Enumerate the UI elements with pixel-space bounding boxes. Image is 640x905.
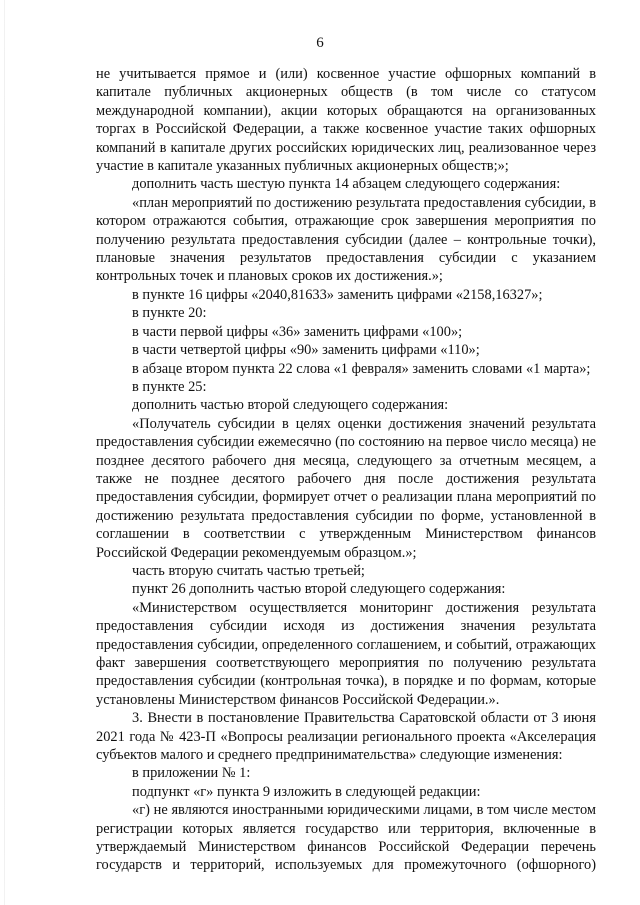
paragraph: «г) не являются иностранными юридическими лицами, в том числе местом регистрации которых является государство или территория, включенные в утверждаемый Министерством финансов Российской Федерации перечень государств и территорий, используемых для промежуточного (офшорного) — [96, 802, 596, 874]
document-body — [96, 65, 596, 875]
paragraph: дополнить частью второй следующего содержания: — [132, 397, 449, 414]
paragraph: не учитывается прямое и (или) косвенное участие офшорных компаний в капитале публичных акционерных обществ (в том числе со статусом международной компании), акции которых обращаются на организованных торгах в Российской Федерации, а также косвенное участие таких офшорных компаний в капитале других российских юридических лиц, реализованное через участие в капитале указанных публичных акционерных обществ;»; — [96, 66, 596, 175]
paragraph: в пункте 20: — [132, 305, 207, 322]
paragraph: в пункте 16 цифры «2040,81633» заменить цифрами «2158,16327»; — [132, 286, 543, 303]
paragraph: пункт 26 дополнить частью второй следующего содержания: — [132, 581, 506, 598]
paragraph: в приложении № 1: — [132, 765, 251, 782]
paragraph: часть вторую считать частью третьей; — [132, 562, 365, 579]
page-number: 6 — [316, 35, 324, 51]
paragraph: в абзаце втором пункта 22 слова «1 февраля» заменить словами «1 марта»; — [132, 360, 591, 377]
paragraph: в пункте 25: — [132, 378, 207, 395]
paragraph: «Получатель субсидии в целях оценки достижения значений результата предоставления субсидии ежемесячно (по состоянию на первое число месяца) не позднее десятого рабочего дня месяца, следующего за отчетным месяцем, а также не позднее десятого рабочего дня после достижения результата предоставления субсидии, формирует отчет о реализации плана мероприятий по достижению результата предоставления субсидии по форме, установленной в соглашении в соответствии с утвержденным Министерством финансов Российской Федерации рекомендуемым образцом.»; — [96, 415, 596, 561]
paragraph: 3. Внести в постановление Правительства Саратовской области от 3 июня 2021 года № 423-П «Вопросы реализации регионального проекта «Акселерация субъектов малого и среднего предпринимательства» следующие изменения: — [96, 710, 596, 764]
paragraph: «план мероприятий по достижению результата предоставления субсидии, в котором отражаются события, отражающие срок завершения мероприятия по получению результата предоставления субсидии (далее – контрольные точки), плановые значения результатов предоставления субсидии с указанием контрольных точек и плановых сроков их достижения.»; — [96, 194, 596, 285]
paragraph: в части четвертой цифры «90» заменить цифрами «110»; — [132, 342, 480, 359]
paragraph: подпункт «г» пункта 9 изложить в следующей редакции: — [132, 783, 481, 800]
paragraph: «Министерством осуществляется мониторинг достижения результата предоставления субсидии исходя из достижения значения результата предоставления субсидии, определенного соглашением, и событий, отражающих факт завершения соответствующего мероприятия по получению результата предоставления субсидии (контрольная точка), в порядке и по формам, которые установлены Министерством финансов Российской Федерации.». — [96, 599, 596, 708]
paragraph: дополнить часть шестую пункта 14 абзацем следующего содержания: — [132, 176, 561, 193]
paragraph: в части первой цифры «36» заменить цифрами «100»; — [132, 323, 463, 340]
scan-edge — [4, 0, 5, 905]
